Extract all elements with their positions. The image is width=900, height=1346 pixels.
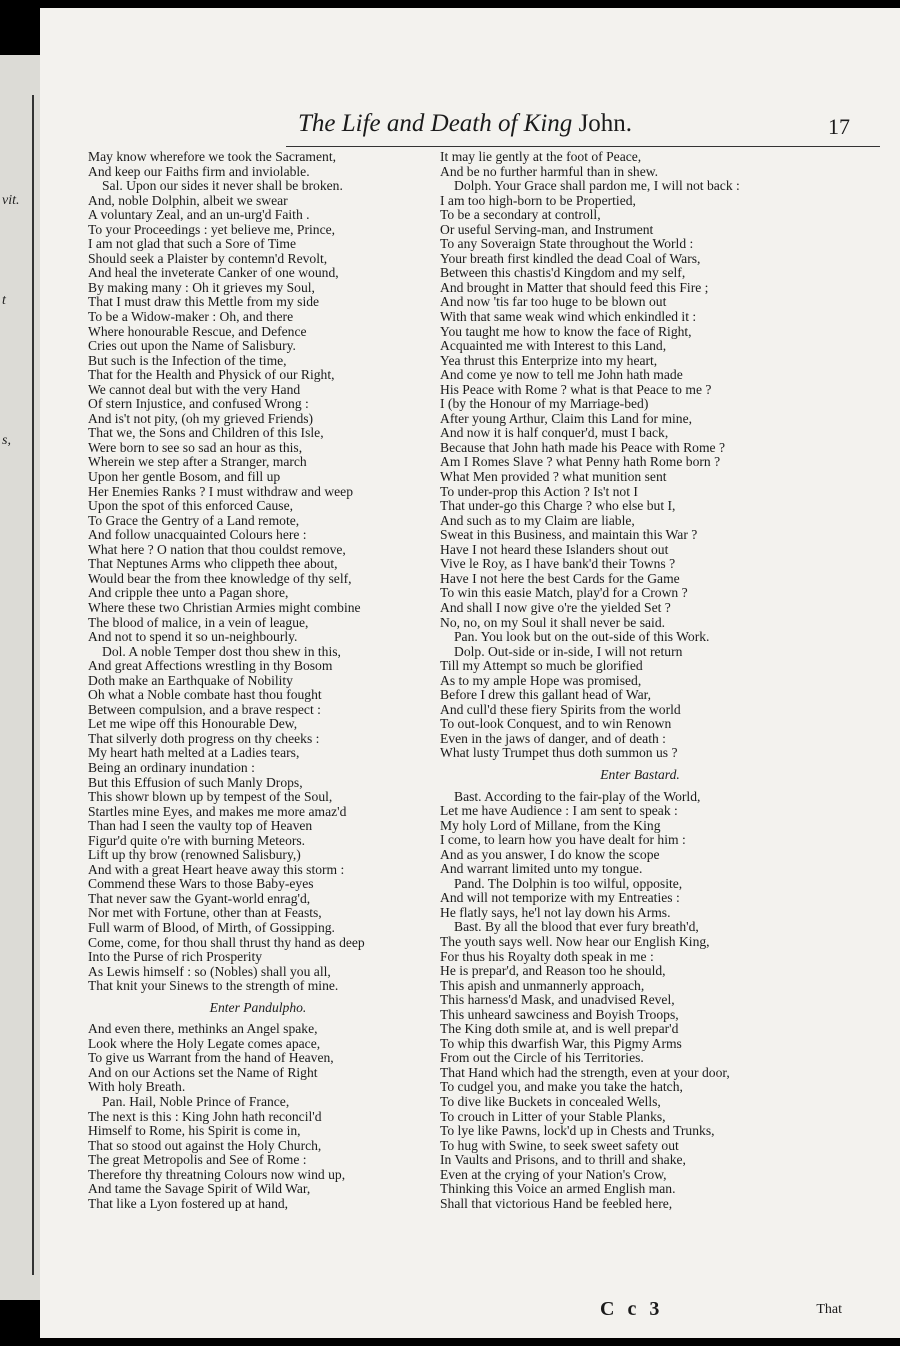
verse-line: To under-prop this Action ? Is't not I	[440, 483, 638, 499]
verse-line: That I must draw this Mettle from my side	[88, 294, 320, 310]
right-text-column	[440, 150, 880, 1211]
verse-line: Have I not here the best Cards for the Game	[440, 570, 680, 586]
catchword: That	[816, 1302, 842, 1317]
verse-line: Therefore thy threatning Colours now wind up,	[88, 1166, 346, 1182]
verse-line: To lye like Pawns, lock'd up in Chests and Trunks,	[440, 1123, 715, 1139]
verse-line: By making many : Oh it grieves my Soul,	[88, 279, 315, 295]
verse-line: In Vaults and Prisons, and to thrill and shake,	[440, 1152, 686, 1168]
verse-line: Where honourable Rescue, and Defence	[88, 323, 307, 339]
header-rule	[286, 146, 880, 147]
verse-line: What Men provided ? what munition sent	[440, 469, 667, 485]
verse-line: With that same weak wind which enkindled it :	[440, 309, 697, 325]
stage-direction: Enter Pandulpho.	[209, 999, 307, 1015]
verse-line: To out-look Conquest, and to win Renown	[440, 716, 672, 732]
verse-line: And great Affections wrestling in thy Bosom	[88, 658, 333, 674]
verse-line: That like a Lyon fostered up at hand,	[88, 1195, 289, 1211]
verse-line: And cull'd these fiery Spirits from the world	[440, 701, 681, 717]
verse-line: Were born to see so sad an hour as this,	[88, 439, 303, 455]
verse-line: Or useful Serving-man, and Instrument	[440, 221, 654, 237]
verse-line: I (by the Honour of my Marriage-bed)	[440, 396, 649, 412]
verse-line: And warrant limited unto my tongue.	[440, 861, 643, 877]
page-number: 17	[828, 114, 850, 139]
verse-line: To be a secondary at controll,	[440, 207, 601, 223]
verse-line: The great Metropolis and See of Rome :	[88, 1152, 307, 1168]
verse-line: This unheard sawciness and Boyish Troops,	[440, 1006, 679, 1022]
verse-line: You taught me how to know the face of Right,	[440, 323, 692, 339]
book-page	[40, 8, 900, 1338]
verse-line: And now 'tis far too huge to be blown out	[440, 294, 667, 310]
verse-line: Being an ordinary inundation :	[88, 759, 255, 775]
verse-line: And cripple thee unto a Pagan shore,	[88, 585, 289, 601]
verse-line: Pand. The Dolphin is too wilful, opposite,	[454, 875, 683, 891]
verse-line: This showr blown up by tempest of the Soul,	[88, 789, 333, 805]
verse-line: But this Effusion of such Manly Drops,	[88, 774, 303, 790]
page-footer	[40, 1298, 900, 1322]
verse-line: And is't not pity, (oh my grieved Friends)	[88, 410, 314, 426]
verse-line: As to my ample Hope was promised,	[440, 672, 642, 688]
verse-line: That we, the Sons and Children of this Isle,	[88, 425, 324, 441]
verse-line: And tame the Savage Spirit of Wild War,	[88, 1181, 311, 1197]
verse-line: Upon her gentle Bosom, and fill up	[88, 469, 281, 485]
verse-line: And follow unacquainted Colours here :	[88, 527, 307, 543]
verse-line: Should seek a Plaister by contemn'd Revolt,	[88, 250, 328, 266]
verse-line: Upon the spot of this enforced Cause,	[88, 498, 293, 514]
verse-line: I am not glad that such a Sore of Time	[88, 236, 297, 252]
verse-line: Cries out upon the Name of Salisbury.	[88, 338, 296, 354]
verse-line: Her Enemies Ranks ? I must withdraw and weep	[88, 483, 354, 499]
running-title-italic: The Life and Death of King	[298, 110, 573, 137]
verse-line: Than had I seen the vaulty top of Heaven	[88, 818, 313, 834]
verse-line: And as you answer, I do know the scope	[440, 846, 660, 862]
verse-line: We cannot deal but with the very Hand	[88, 381, 301, 397]
verse-line: Let me have Audience : I am sent to speak :	[440, 803, 678, 819]
verse-line: Startles mine Eyes, and makes me more amaz'd	[88, 803, 347, 819]
verse-line: What lusty Trumpet thus doth summon us ?	[440, 745, 678, 761]
verse-line: But such is the Infection of the time,	[88, 352, 287, 368]
verse-line: This harness'd Mask, and unadvised Revel,	[440, 992, 675, 1008]
margin-fragment: t	[2, 293, 6, 308]
verse-line: My holy Lord of Millane, from the King	[440, 817, 661, 833]
verse-line: Have I not heard these Islanders shout out	[440, 541, 669, 557]
page-gutter-rule	[32, 95, 34, 1275]
verse-line: A voluntary Zeal, and an un-urg'd Faith .	[88, 207, 310, 223]
verse-line: Till my Attempt so much be glorified	[440, 658, 643, 674]
verse-line: To dive like Buckets in concealed Wells,	[440, 1094, 661, 1109]
verse-line: His Peace with Rome ? what is that Peace to me ?	[440, 381, 712, 397]
verse-line: Dol. A noble Temper dost thou shew in this,	[102, 643, 341, 659]
running-title-name: John.	[578, 110, 633, 137]
verse-line: With holy Breath.	[88, 1079, 186, 1095]
verse-line: The next is this : King John hath reconcil'd	[88, 1108, 322, 1124]
verse-line: Pan. Hail, Noble Prince of France,	[102, 1094, 290, 1109]
signature-mark: C c 3	[600, 1298, 664, 1320]
verse-line: Your breath first kindled the dead Coal of Wars,	[440, 250, 701, 266]
verse-line: To cudgel you, and make you take the hatch,	[440, 1079, 683, 1095]
verse-line: Acquainted me with Interest to this Land,	[440, 338, 667, 354]
verse-line: For thus his Royalty doth speak in me :	[440, 948, 654, 964]
verse-line: Sweat in this Business, and maintain this War ?	[440, 527, 698, 543]
verse-line: The King doth smile at, and is well prepar'd	[440, 1021, 679, 1037]
verse-line: And, noble Dolphin, albeit we swear	[88, 192, 288, 208]
verse-line: Dolph. Your Grace shall pardon me, I will not back :	[454, 178, 740, 194]
verse-line: I am too high-born to be Propertied,	[440, 192, 636, 208]
margin-fragment: s,	[2, 433, 11, 448]
verse-line: And now it is half conquer'd, must I back,	[440, 425, 669, 441]
previous-page-margin	[0, 55, 40, 1300]
verse-line: As Lewis himself : so (Nobles) shall you all,	[88, 963, 331, 979]
verse-line: Shall that victorious Hand be feebled here,	[440, 1195, 673, 1211]
verse-line: Even at the crying of your Nation's Crow,	[440, 1166, 667, 1182]
verse-line: Between this chastis'd Kingdom and my self,	[440, 265, 686, 281]
running-header	[40, 106, 900, 146]
verse-line: And will not temporize with my Entreaties :	[440, 890, 680, 906]
verse-line: Because that John hath made his Peace with Rome ?	[440, 439, 726, 455]
verse-line: Between compulsion, and a brave respect :	[88, 701, 321, 717]
verse-line: Lift up thy brow (renowned Salisbury,)	[88, 847, 301, 863]
verse-line: Into the Purse of rich Prosperity	[88, 949, 263, 965]
verse-line: That Hand which had the strength, even at your door,	[440, 1064, 730, 1080]
left-text-column	[88, 150, 448, 1211]
verse-line: And such as to my Claim are liable,	[440, 512, 635, 528]
verse-line: That so stood out against the Holy Church,	[88, 1137, 322, 1153]
verse-line: To be a Widow-maker : Oh, and there	[88, 309, 294, 325]
verse-line: Even in the jaws of danger, and of death :	[440, 730, 666, 746]
verse-line: Where these two Christian Armies might combine	[88, 599, 361, 615]
verse-line: To any Soveraign State throughout the World :	[440, 236, 694, 252]
verse-line: It may lie gently at the foot of Peace,	[440, 149, 642, 164]
verse-line: Nor met with Fortune, other than at Feasts,	[88, 905, 322, 921]
verse-line: My heart hath melted at a Ladies tears,	[88, 745, 300, 761]
verse-line: From out the Circle of his Territories.	[440, 1050, 644, 1066]
verse-line: That silverly doth progress on thy cheeks :	[88, 730, 320, 746]
verse-line: And heal the inveterate Canker of one wound,	[88, 265, 339, 281]
verse-line: Would bear the from thee knowledge of thy self,	[88, 570, 352, 586]
verse-line: Am I Romes Slave ? what Penny hath Rome born ?	[440, 454, 721, 470]
verse-line: The youth says well. Now hear our English King,	[440, 933, 710, 949]
verse-line: And come ye now to tell me John hath made	[440, 367, 683, 383]
verse-line: Yea thrust this Enterprize into my heart,	[440, 352, 658, 368]
verse-line: To whip this dwarfish War, this Pigmy Arms	[440, 1035, 682, 1051]
verse-line: I come, to learn how you have dealt for him :	[440, 832, 686, 848]
verse-line: Full warm of Blood, of Mirth, of Gossipping.	[88, 919, 335, 935]
verse-line: And even there, methinks an Angel spake,	[88, 1021, 318, 1037]
verse-line: Oh what a Noble combate hast thou fought	[88, 687, 322, 703]
verse-line: To Grace the Gentry of a Land remote,	[88, 512, 300, 528]
verse-line: That never saw the Gyant-world enrag'd,	[88, 890, 311, 906]
verse-line: Of stern Injustice, and confused Wrong :	[88, 396, 309, 412]
verse-line: To hug with Swine, to seek sweet safety out	[440, 1137, 679, 1153]
verse-line: Come, come, for thou shall thrust thy hand as deep	[88, 934, 365, 950]
verse-line: And brought in Matter that should feed this Fire ;	[440, 279, 709, 295]
verse-line: That knit your Sinews to the strength of mine.	[88, 978, 339, 994]
verse-line: What here ? O nation that thou couldst remove,	[88, 541, 346, 557]
verse-line: The blood of malice, in a vein of league,	[88, 614, 309, 630]
verse-line: Thinking this Voice an armed English man.	[440, 1181, 676, 1197]
verse-line: To your Proceedings : yet believe me, Prince,	[88, 221, 336, 237]
verse-line: He flatly says, he'l not lay down his Arms.	[440, 904, 671, 920]
verse-line: And shall I now give o're the yielded Set ?	[440, 599, 671, 615]
verse-line: He is prepar'd, and Reason too he should,	[440, 963, 666, 979]
verse-line: Doth make an Earthquake of Nobility	[88, 672, 293, 688]
verse-line: That under-go this Charge ? who else but I,	[440, 498, 676, 514]
verse-line: Commend these Wars to those Baby-eyes	[88, 876, 314, 892]
verse-line: This apish and unmannerly approach,	[440, 977, 645, 993]
verse-line: Bast. According to the fair-play of the World,	[454, 788, 701, 804]
verse-line: May know wherefore we took the Sacrament,	[88, 149, 336, 164]
verse-line: After young Arthur, Claim this Land for mine,	[440, 410, 693, 426]
verse-line: That Neptunes Arms who clippeth thee about,	[88, 556, 338, 572]
verse-line: To give us Warrant from the hand of Heaven,	[88, 1050, 334, 1066]
verse-line: Let me wipe off this Honourable Dew,	[88, 716, 298, 732]
running-title	[298, 110, 632, 138]
verse-line: And keep our Faiths firm and inviolable.	[88, 163, 310, 179]
verse-line: Vive le Roy, as I have bank'd their Towns ?	[440, 556, 676, 572]
verse-line: And on our Actions set the Name of Right	[88, 1064, 318, 1080]
verse-line: That for the Health and Physick of our Right,	[88, 367, 335, 383]
verse-line: Sal. Upon our sides it never shall be broken.	[102, 178, 343, 194]
verse-line: Dolp. Out-side or in-side, I will not return	[454, 643, 683, 659]
verse-line: To win this easie Match, play'd for a Crown ?	[440, 585, 688, 601]
verse-line: And be no further harmful than in shew.	[440, 163, 659, 179]
verse-line: Figur'd quite o're with burning Meteors.	[88, 832, 306, 848]
verse-line: And with a great Heart heave away this storm :	[88, 861, 345, 877]
margin-fragment: vit.	[2, 193, 20, 208]
verse-line: Pan. You look but on the out-side of this Work.	[454, 629, 710, 645]
verse-line: Wherein we step after a Stranger, march	[88, 454, 307, 470]
verse-line: To crouch in Litter of your Stable Planks,	[440, 1108, 666, 1124]
verse-line: Bast. By all the blood that ever fury breath'd,	[454, 919, 699, 935]
stage-direction: Enter Bastard.	[600, 766, 680, 782]
verse-line: Himself to Rome, his Spirit is come in,	[88, 1123, 301, 1139]
verse-line: And not to spend it so un-neighbourly.	[88, 629, 298, 645]
verse-line: Look where the Holy Legate comes apace,	[88, 1035, 321, 1051]
verse-line: Before I drew this gallant head of War,	[440, 687, 652, 703]
verse-line: No, no, on my Soul it shall never be said.	[440, 614, 666, 630]
